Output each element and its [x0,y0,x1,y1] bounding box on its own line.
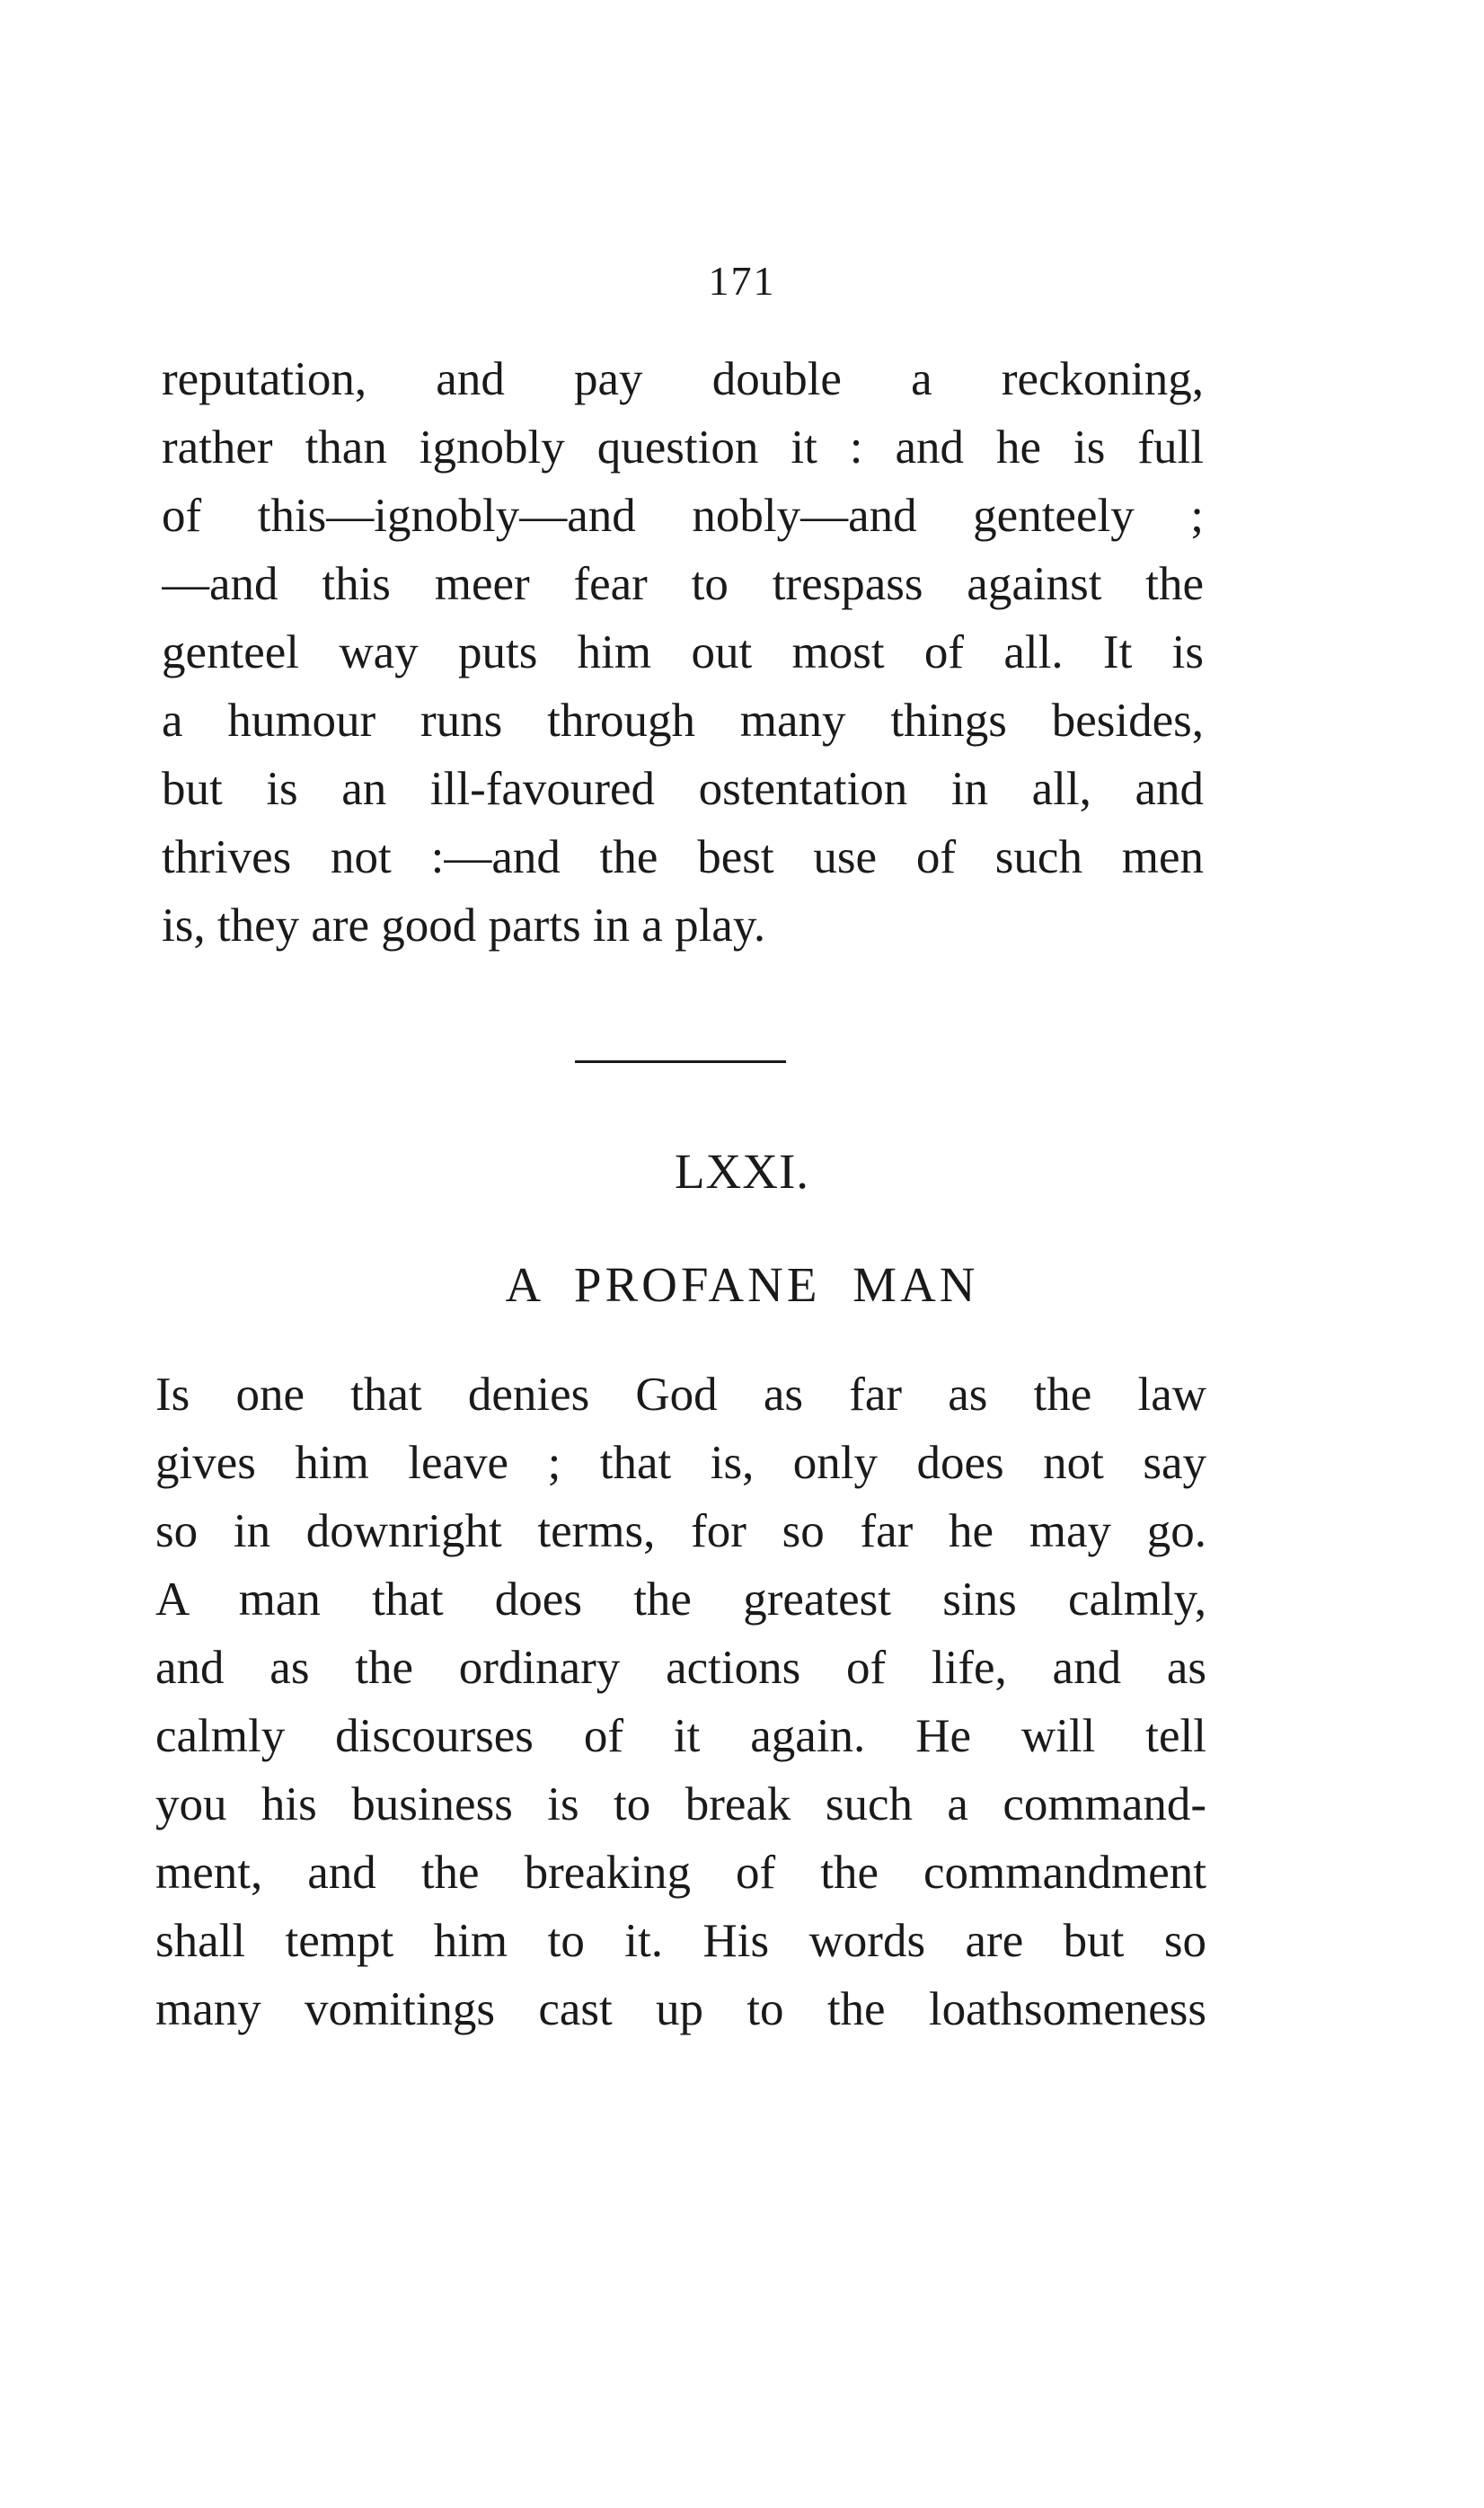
text-line: but is an ill-favoured ostentation in all, and [162,763,1204,815]
text-line: shall tempt him to it. His words are but so [155,1915,1206,1967]
text-line: a humour runs through many things besides, [162,695,1204,747]
text-line: reputation, and pay double a reckoning, [162,353,1204,405]
text-line: genteel way puts him out most of all. It is [162,626,1204,678]
text-line: of this—ignobly—and nobly—and genteely ; [162,490,1204,542]
continued-paragraph [162,345,1204,960]
section-divider [575,1060,786,1063]
section-title: A PROFANE MAN [505,1257,979,1312]
text-line: —and this meer fear to trespass against the [162,558,1204,610]
text-line: many vomitings cast up to the loathsomeness [155,1983,1206,2035]
text-line: rather than ignobly question it : and he is full [162,421,1204,474]
text-line: Is one that denies God as far as the law [155,1369,1206,1421]
text-line: is, they are good parts in a play. [162,900,766,952]
text-line: and as the ordinary actions of life, and as [155,1642,1206,1694]
text-line: calmly discourses of it again. He will tell [155,1710,1206,1762]
section-number: LXXI. [674,1144,810,1199]
text-line: you his business is to break such a command- [155,1778,1206,1830]
text-line: thrives not :—and the best use of such men [162,831,1204,883]
text-line: gives him leave ; that is, only does not say [155,1437,1206,1489]
text-line: so in downright terms, for so far he may go. [155,1505,1206,1557]
text-line: ment, and the breaking of the commandment [155,1847,1206,1899]
text-line: A man that does the greatest sins calmly, [155,1573,1206,1626]
section-paragraph [155,1360,1206,2043]
page-number: 171 [708,258,776,304]
